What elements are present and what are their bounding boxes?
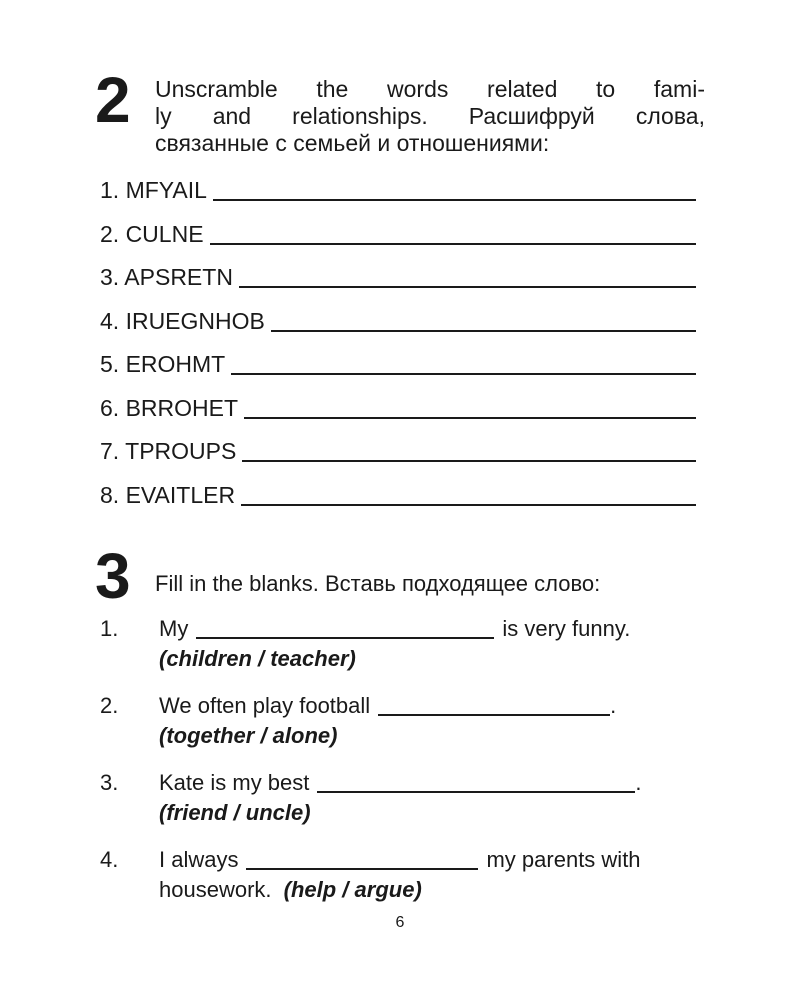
fill-item [100, 692, 702, 769]
word-choices: (children / teacher) [159, 646, 356, 671]
page-number: 6 [395, 914, 405, 931]
answer-blank[interactable] [239, 265, 696, 288]
scrambled-word: 8. EVAITLER [100, 481, 236, 508]
sentence [159, 692, 702, 720]
sentence-before: We often play football [159, 693, 371, 718]
answer-blank[interactable] [244, 396, 696, 419]
answer-blank[interactable] [231, 352, 696, 375]
word-choices: (friend / uncle) [159, 800, 311, 825]
answer-blank[interactable] [271, 309, 696, 332]
fill-item [100, 615, 702, 692]
scramble-item [100, 263, 696, 291]
scrambled-word: 5. EROHMT [100, 351, 226, 377]
fill-list [100, 615, 702, 923]
scramble-list [100, 176, 696, 524]
word-choices: (help / argue) [283, 877, 422, 902]
item-number: 4. [100, 847, 119, 872]
answer-blank[interactable] [242, 439, 696, 462]
exercise-2-instruction [155, 76, 705, 157]
sentence [159, 615, 702, 643]
sentence-after: . [635, 770, 642, 795]
sentence-after: is very funny. [502, 616, 631, 641]
scrambled-word: 1. MFYAIL [100, 177, 207, 203]
answer-blank[interactable] [246, 848, 478, 870]
fill-item [100, 769, 702, 846]
sentence [159, 769, 702, 797]
scramble-item [100, 437, 696, 465]
sentence-line2: housework. [159, 877, 272, 902]
exercise-2-number: 2 [95, 64, 130, 136]
fill-item [100, 846, 702, 923]
item-number: 1. [100, 616, 119, 641]
scrambled-word: 6. BRROHET [100, 394, 239, 421]
scramble-item [100, 220, 696, 248]
scramble-item [100, 481, 696, 509]
sentence-after: . [610, 693, 617, 718]
sentence-before: I always [159, 847, 239, 872]
instruction-line: Unscramble the words related to fami- [155, 76, 705, 102]
answer-blank[interactable] [213, 178, 696, 201]
word-choices: (together / alone) [159, 723, 338, 748]
instruction-line: связанные с семьей и отношениями: [155, 130, 550, 156]
scramble-item [100, 394, 696, 422]
sentence-before: Kate is my best [159, 770, 310, 795]
scrambled-word: 7. TPROUPS [100, 438, 237, 464]
scramble-item [100, 350, 696, 378]
answer-blank[interactable] [378, 694, 610, 716]
sentence [159, 846, 702, 874]
item-number: 3. [100, 770, 119, 795]
answer-blank[interactable] [317, 771, 635, 793]
answer-blank[interactable] [241, 483, 696, 506]
sentence-after: my parents with [486, 847, 641, 872]
instruction-line: ly and relationships. Расшифруй слова, [155, 103, 705, 129]
scramble-item [100, 176, 696, 204]
scrambled-word: 3. APSRETN [100, 264, 233, 290]
scrambled-word: 2. CULNE [100, 220, 204, 247]
sentence-continuation [159, 876, 422, 904]
answer-blank[interactable] [196, 617, 494, 639]
scrambled-word: 4. IRUEGNHOB [100, 307, 265, 334]
exercise-3-instruction: Fill in the blanks. Вставь подходящее слово: [155, 571, 601, 596]
sentence-before: My [159, 616, 189, 641]
item-number: 2. [100, 693, 119, 718]
answer-blank[interactable] [210, 222, 696, 245]
exercise-3-number: 3 [95, 540, 131, 612]
scramble-item [100, 307, 696, 335]
